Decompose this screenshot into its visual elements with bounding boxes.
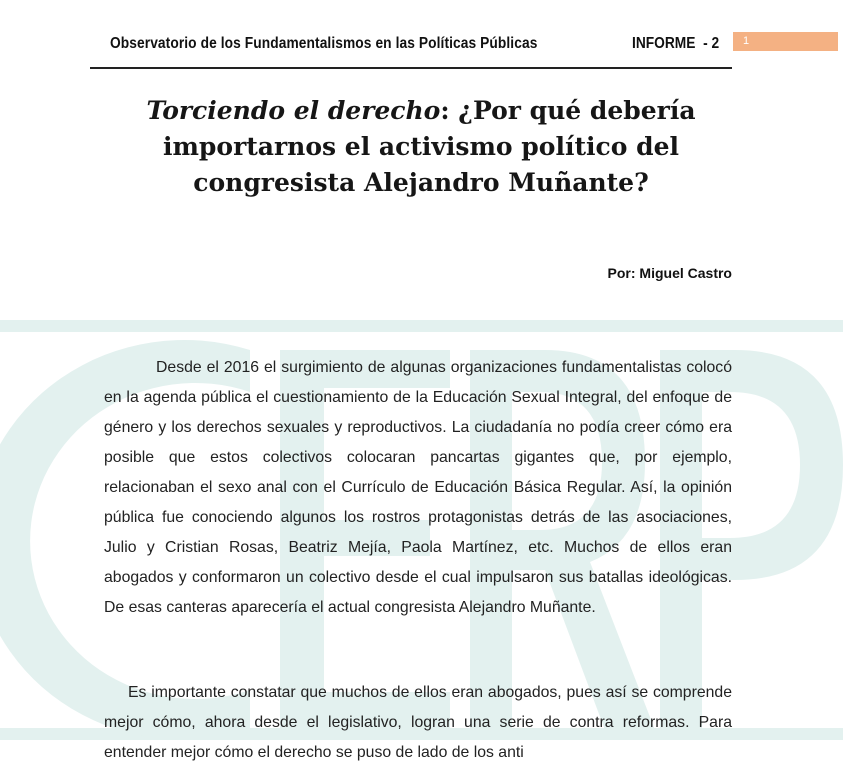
page-number-badge [733, 32, 838, 51]
body-paragraph-1: Desde el 2016 el surgimiento de algunas organizaciones fundamentalistas colocó en la agenda pública el cuestionamiento de la Educación Sexual Integral, del enfoque de género y los derechos sexuales y reproductivos. La ciudadanía no podía creer cómo era posible que estos colectivos colocaran pancartas gigantes que, por ejemplo, relacionaban el sexo anal con el Currículo de Educación Básica Regular. Así, la opinión pública fue conociendo algunos los rostros protagonistas detrás de las asociaciones, Julio y Cristian Rosas, Beatriz Mejía, Paola Martínez, etc. Muchos de ellos eran abogados y conformaron un colectivo desde el cual impulsaron sus batallas ideológicas. De esas canteras aparecería el actual congresista Alejandro Muñante. [104, 359, 732, 616]
page-number: 1 [743, 35, 750, 47]
watermark-band-top [0, 320, 843, 332]
body-paragraph-2: Es importante constatar que muchos de ellos eran abogados, pues así se comprende mejor cómo, ahora desde el legislativo, logran una serie de contra reformas. Para entender mejor cómo el derecho se puso de lado de los anti [104, 684, 732, 761]
article-title-italic: Torciendo el derecho [146, 96, 441, 125]
article-title [120, 93, 722, 201]
publication-title: Observatorio de los Fundamentalismos en las Políticas Públicas [110, 35, 538, 52]
header-divider [90, 67, 732, 69]
report-label: INFORME - 2 [632, 35, 720, 52]
article-title-rest: : ¿Por qué debería importarnos el activismo político del congresista Alejandro Muñante? [162, 96, 696, 197]
author-byline: Por: Miguel Castro [607, 265, 732, 281]
